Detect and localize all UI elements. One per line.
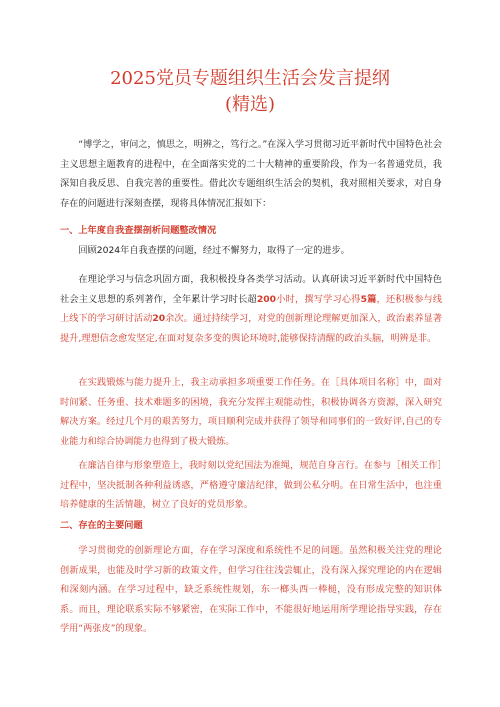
study-notes-count: 5篇 [360, 293, 377, 305]
doc-subtitle: (精选) [224, 94, 276, 115]
problem-paragraph: 学习贯彻党的创新理论方面，存在学习深度和系统性不足的问题。虽然积极关注党的理论创新成果，也能及时学习新的政策文件，但学习往往浅尝辄止，没有深入探究理论的内在逻辑和深刻内涵。在学习过程中，缺乏系统性规划，东一榔头西一棒槌，没有形成完整的知识体系。而且，理论联系实际不够紧密，在实际工作中，不能很好地运用所学理论指导实践，存在学用“两张皮”的现象。 [60, 545, 442, 634]
section-2-heading: 二、存在的主要问题 [60, 520, 143, 531]
seminar-count: 20 [152, 313, 166, 324]
integrity-paragraph: 在廉洁自律与形象塑造上，我时刻以党纪国法为准绳，规范自身言行。在参与［相关工作］过程中，坚决抵制各种利益诱惑，严格遵守廉洁纪律，做到公私分明。在日常生活中，也注重培养健康的生活情趣，树立了良好的党员形象。 [60, 460, 442, 510]
section-1-heading: 一、上年度自我查摆剖析问题整改情况 [60, 225, 217, 236]
section-1-lead: 回顾2024年自我查摆的问题，经过不懈努力，取得了一定的进步。 [78, 245, 350, 256]
intro-text: 在深入学习贯彻习近平新时代中国特色社会主义思想主题教育的进程中，在全面落实党的二十大精神的重要阶段，作为一名普通党员，我深知自我反思、自我完善的重要性。借此次专题组织生活会的契机，我对照相关要求，对自身存在的问题进行深刻查摆，现将具体情况汇报如下： [60, 139, 443, 209]
study-paragraph: 在理论学习与信念巩固方面，我积极投身各类学习活动。认真研读习近平新时代中国特色社会主义思想的系列著作，全年累计学习时长超200小时，撰写学习心得5篇，还积极参与线上线下的学习研讨活动20余次。通过持续学习，对党的创新理论理解更加深入，政治素养显著提升,理想信念愈发坚定,在面对复杂多变的舆论环境时,能够保持清醒的政治头脑，明辨是非。 [60, 274, 443, 344]
intro-quote: “博学之，审问之，慎思之，明辨之，笃行之。” [78, 139, 268, 150]
study-hours: 200 [256, 293, 277, 305]
doc-title: 2025党员专题组织生活会发言提纲 [110, 68, 390, 89]
intro-paragraph [60, 135, 442, 213]
practice-paragraph: 在实践锻炼与能力提升上，我主动承担多项重要工作任务。在［具体项目名称］中，面对时间紧、任务重、技术难题多的困境，我充分发挥主观能动性，积极协调各方资源，深入研究解决方案。经过几个月的艰苦努力，项目顺利完成并获得了领导和同事们的一致好评,自己的专业能力和综合协调能力也得到了极大锻炼。 [60, 377, 442, 447]
